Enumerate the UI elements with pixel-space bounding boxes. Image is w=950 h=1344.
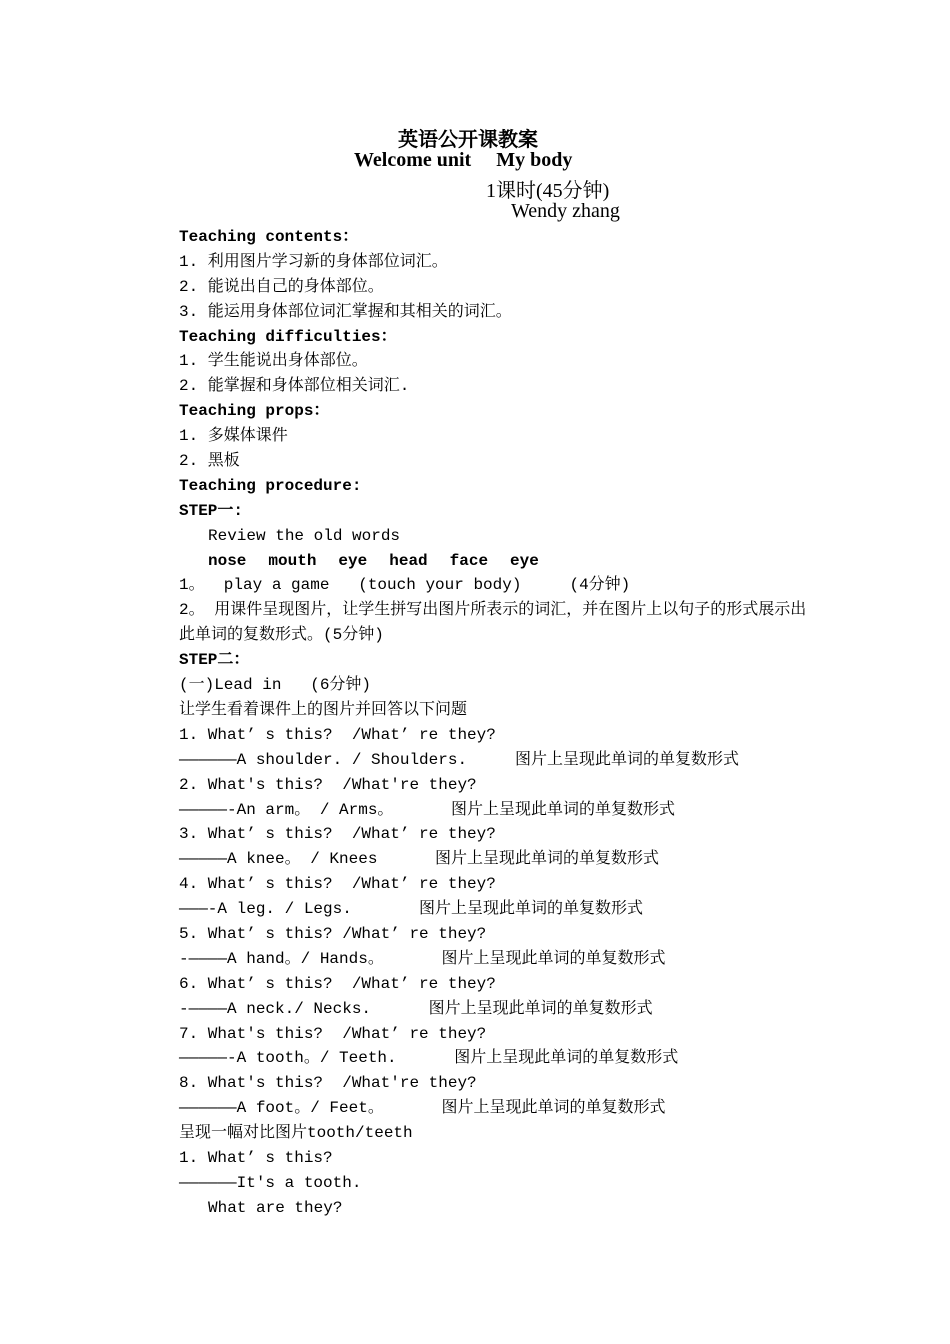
contrast-instruction: 呈现一幅对比图片tooth/teeth [179,1124,413,1143]
contents-item: 2. 能说出自己的身体部位。 [179,277,384,296]
props-heading: Teaching props： [179,402,330,421]
word-item: face [449,551,489,570]
procedure-heading: Teaching procedure: [179,476,362,495]
word-item: eye [510,551,539,570]
qa-question: 6. What’ s this? /What’ re they? [179,974,496,993]
author-name: Wendy zhang [511,200,620,222]
step1-heading: STEP一: [179,501,244,520]
title-chinese: 英语公开课教案 [398,129,538,151]
word-item: eye [338,551,368,570]
step1-item: 2。 用课件呈现图片，让学生拼写出图片所表示的词汇，并在图片上以句子的形式展示出此单词的复数形式。(5分钟) [179,601,807,645]
qa-question: 7. What's this? /What’ re they? [179,1024,487,1043]
lesson-body [179,225,819,1221]
word-item: nose [208,551,247,570]
qa-answer: ——————A foot。/ Feet。 图片上呈现此单词的单复数形式 [179,1099,666,1118]
qa-answer: —————-An arm。 / Arms。 图片上呈现此单词的单复数形式 [179,800,676,819]
contrast-question: 1. What’ s this? [179,1148,333,1167]
word-item: head [389,551,428,570]
props-item: 2. 黑板 [179,452,240,471]
qa-question: 8. What's this? /What're they? [179,1074,477,1093]
step1-word-list [179,549,819,574]
step1-item: 1。 play a game (touch your body) (4分钟) [179,576,631,595]
qa-answer: ———-A leg. / Legs. 图片上呈现此单词的单复数形式 [179,900,644,919]
contents-item: 1. 利用图片学习新的身体部位词汇。 [179,252,448,271]
qa-question: 4. What’ s this? /What’ re they? [179,875,496,894]
title-english: Welcome unit My body [354,149,573,171]
word-item: mouth [268,551,317,570]
qa-answer: —————A knee。 / Knees 图片上呈现此单词的单复数形式 [179,850,660,869]
qa-answer: -————A hand。/ Hands。 图片上呈现此单词的单复数形式 [179,949,666,968]
qa-question: 3. What’ s this? /What’ re they? [179,825,496,844]
qa-answer: —————-A tooth。/ Teeth. 图片上呈现此单词的单复数形式 [179,1049,679,1068]
step2-lead-in: (一)Lead in (6分钟) [179,676,372,695]
qa-question: 5. What’ s this? /What’ re they? [179,924,487,943]
difficulties-item: 1. 学生能说出身体部位。 [179,352,368,371]
qa-answer: ——————A shoulder. / Shoulders. 图片上呈现此单词的单复数形式 [179,750,740,769]
step2-heading: STEP二： [179,651,250,670]
step2-instruction: 让学生看着课件上的图片并回答以下问题 [179,700,468,719]
step1-review: Review the old words [208,526,401,545]
props-item: 1. 多媒体课件 [179,427,288,446]
contrast-question: What are they? [208,1198,343,1217]
contents-heading: Teaching contents： [179,228,359,246]
difficulties-heading: Teaching difficulties： [179,327,397,346]
qa-question: 2. What's this? /What're they? [179,775,477,794]
qa-answer: -————A neck./ Necks. 图片上呈现此单词的单复数形式 [179,999,653,1018]
qa-question: 1. What’ s this? /What’ re they? [179,725,496,744]
contents-item: 3. 能运用身体部位词汇掌握和其相关的词汇。 [179,302,512,321]
contrast-answer: ——————It's a tooth. [179,1173,362,1192]
lesson-period: 1课时(45分钟) [486,180,610,202]
difficulties-item: 2. 能掌握和身体部位相关词汇. [179,377,410,396]
